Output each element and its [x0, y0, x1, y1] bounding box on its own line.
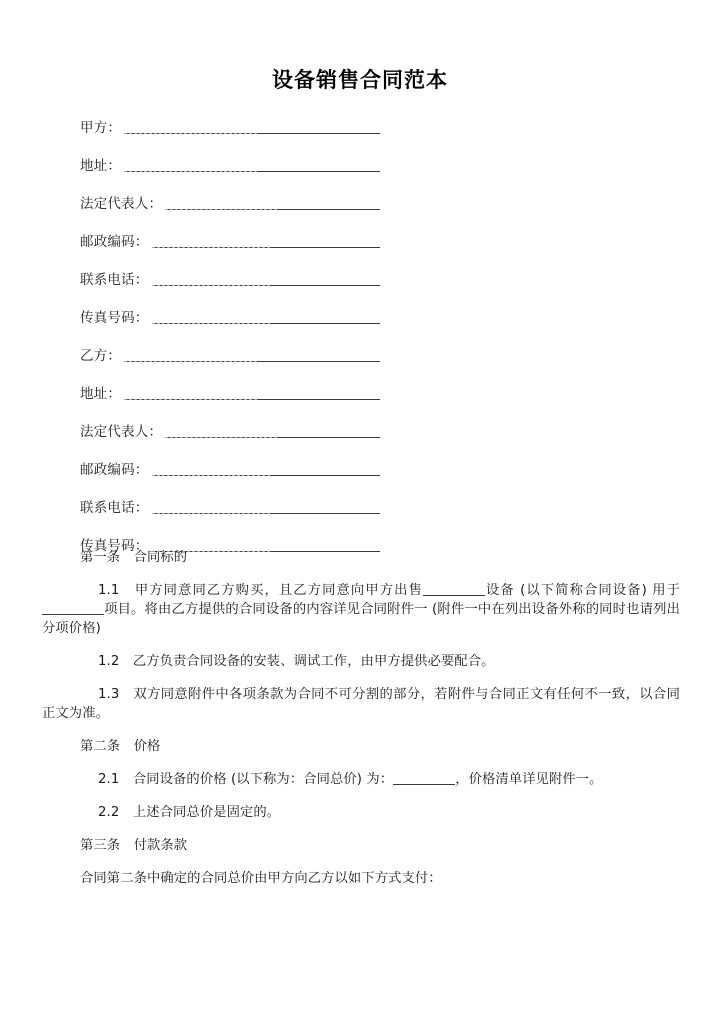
- field-blank-party-a-legal-rep[interactable]: [165, 195, 380, 213]
- clause-2-1-text-a: 2.1 合同设备的价格 (以下称为：合同总价) 为：: [98, 772, 394, 787]
- form-row: [80, 499, 380, 537]
- form-row: [80, 271, 380, 309]
- clause-1-1-blank-project[interactable]: [42, 602, 104, 615]
- field-label-party-a-fax: 传真号码：: [80, 310, 149, 326]
- clause-2-1-text-b: ，价格清单详见附件一。: [455, 772, 603, 787]
- article-1-heading: 第一条 合同标的: [80, 550, 188, 565]
- form-row: [80, 195, 380, 233]
- field-label-party-b-phone: 联系电话：: [80, 500, 149, 516]
- form-row: [80, 119, 380, 157]
- form-row: [80, 461, 380, 499]
- clause-2-1: [42, 770, 680, 803]
- field-label-party-b-postal-code: 邮政编码：: [80, 462, 149, 478]
- field-label-party-a-legal-rep: 法定代表人：: [80, 196, 163, 212]
- page-title: 设备销售合同范本: [272, 68, 448, 92]
- clause-1-2: 1.2 乙方负责合同设备的安装、调试工作，由甲方提供必要配合。: [98, 654, 495, 669]
- clause-1-1-blank-equipment[interactable]: [423, 583, 485, 596]
- field-blank-party-a-address[interactable]: [124, 157, 380, 175]
- field-blank-party-a-postal-code[interactable]: [152, 233, 381, 251]
- field-blank-party-b[interactable]: [124, 347, 380, 365]
- field-blank-party-b-address[interactable]: [124, 385, 380, 403]
- clause-2-1-blank-total-price[interactable]: [393, 772, 455, 785]
- contract-parties-form: [80, 119, 380, 575]
- field-blank-party-b-legal-rep[interactable]: [165, 423, 380, 441]
- contract-body: [42, 548, 680, 902]
- form-row: [80, 157, 380, 195]
- field-blank-party-a[interactable]: [124, 119, 380, 137]
- form-row: [80, 309, 380, 347]
- clause-1-1: [42, 581, 680, 652]
- article-3-intro: 合同第二条中确定的合同总价由甲方向乙方以如下方式支付：: [80, 871, 442, 886]
- field-label-party-b-address: 地址：: [80, 386, 122, 402]
- form-row: [80, 385, 380, 423]
- field-label-party-a-postal-code: 邮政编码：: [80, 234, 149, 250]
- field-label-party-b-legal-rep: 法定代表人：: [80, 424, 163, 440]
- field-label-party-b-fax: 传真号码：: [80, 538, 149, 554]
- form-row: [80, 423, 380, 461]
- article-3-heading: 第三条 付款条款: [80, 838, 188, 853]
- field-label-party-a-address: 地址：: [80, 158, 122, 174]
- field-label-party-b: 乙方：: [80, 348, 122, 364]
- field-label-party-a: 甲方：: [80, 120, 122, 136]
- field-blank-party-b-phone[interactable]: [152, 499, 381, 517]
- form-row: [80, 233, 380, 271]
- form-row: [80, 347, 380, 385]
- clause-1-1-text-b: 设备 (以下简称合同设备) 用于: [484, 583, 681, 598]
- clause-1-1-text-a: 1.1 甲方同意同乙方购买，且乙方同意向甲方出售: [98, 583, 423, 598]
- field-blank-party-a-fax[interactable]: [152, 309, 381, 327]
- field-blank-party-b-postal-code[interactable]: [152, 461, 381, 479]
- clause-1-1-text-c: 项目。将由乙方提供的合同设备的内容详见合同附件一 (附件一中在列出设备外称的同时也请列出分项价格): [42, 602, 680, 636]
- clause-1-3: 1.3 双方同意附件中各项条款为合同不可分割的部分，若附件与合同正文有任何不一致，以合同正文为准。: [42, 687, 680, 721]
- field-label-party-a-phone: 联系电话：: [80, 272, 149, 288]
- article-2-heading: 第二条 价格: [80, 739, 161, 754]
- field-blank-party-a-phone[interactable]: [152, 271, 381, 289]
- clause-2-2: 2.2 上述合同总价是固定的。: [98, 805, 281, 820]
